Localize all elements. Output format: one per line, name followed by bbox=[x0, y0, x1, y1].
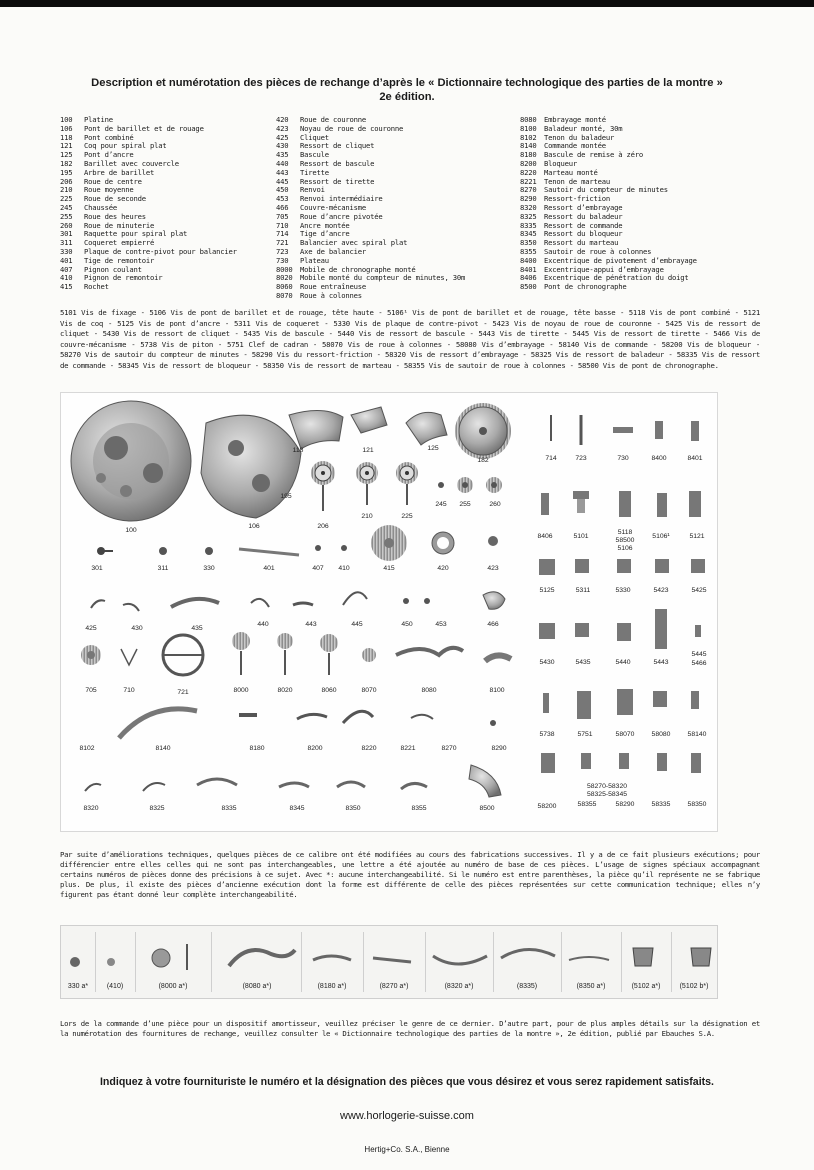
label-435: 435 bbox=[191, 625, 203, 632]
part-number: 255 bbox=[60, 211, 73, 221]
strip-label-8320a: (8320 a*) bbox=[444, 983, 474, 990]
label-182: 182 bbox=[477, 457, 489, 464]
part-name: Ressort du baladeur bbox=[544, 211, 623, 221]
part-name: Roue de minuterie bbox=[84, 220, 155, 230]
part-number: 440 bbox=[276, 158, 289, 168]
part-number: 420 bbox=[276, 115, 289, 124]
part-name: Ressort de tirette bbox=[300, 176, 375, 186]
part-number: 425 bbox=[276, 132, 289, 142]
part-number: 8102 bbox=[520, 132, 537, 142]
part-name: Ressort-friction bbox=[544, 194, 611, 204]
part-number: 466 bbox=[276, 202, 289, 212]
part-number: 423 bbox=[276, 123, 289, 133]
part-number: 410 bbox=[60, 273, 73, 283]
part-name: Bascule de remise à zéro bbox=[544, 150, 644, 160]
label-8221: 8221 bbox=[400, 745, 416, 752]
label-8401: 8401 bbox=[687, 455, 703, 462]
label-58270: 58270-58320 bbox=[586, 783, 628, 790]
label-705: 705 bbox=[85, 687, 97, 694]
part-list-item bbox=[60, 283, 237, 292]
part-name: Sautoir de roue à colonnes bbox=[544, 246, 652, 256]
label-106: 106 bbox=[248, 523, 260, 530]
strip-label-5102a: (5102 a*) bbox=[631, 983, 661, 990]
label-301: 301 bbox=[91, 565, 103, 572]
part-name: Roue entraîneuse bbox=[300, 282, 367, 292]
label-125: 125 bbox=[427, 445, 439, 452]
label-5751: 5751 bbox=[577, 731, 593, 738]
label-8325: 8325 bbox=[149, 805, 165, 812]
label-8020: 8020 bbox=[277, 687, 293, 694]
label-58335: 58335 bbox=[651, 801, 671, 808]
small-wheels-245-260 bbox=[438, 477, 502, 493]
part-name: Ressort d’embrayage bbox=[544, 202, 623, 212]
label-710: 710 bbox=[123, 687, 135, 694]
part-name: Coq pour spiral plat bbox=[84, 141, 167, 151]
label-443: 443 bbox=[305, 621, 317, 628]
part-name: Ressort de cliquet bbox=[300, 141, 375, 151]
parts-illustration-plate bbox=[60, 392, 718, 832]
part-number: 311 bbox=[60, 238, 73, 248]
publisher-footer: Hertig+Co. S.A., Bienne bbox=[364, 1145, 450, 1154]
part-number: 430 bbox=[276, 141, 289, 151]
ordering-paragraph: Lors de la commande d’une pièce pour un dispositif amortisseur, veuillez préciser le genre de ce dernier. D’autre part, pour de plus amples détails sur la désignation et la numérotation des fournitures de rechange, veuillez consulter le « Dictionnaire technologique des parties de la montre », 2e édition, publié par Ebauches S.A. bbox=[60, 1019, 760, 1038]
part-number: 450 bbox=[276, 185, 289, 195]
bridge-106 bbox=[201, 415, 301, 518]
label-723: 723 bbox=[575, 455, 587, 462]
label-5435: 5435 bbox=[575, 659, 591, 666]
part-name: Baladeur monté, 30m bbox=[544, 123, 623, 133]
part-number: 100 bbox=[60, 115, 73, 124]
label-420: 420 bbox=[437, 565, 449, 572]
barrel-182 bbox=[455, 403, 511, 459]
label-330: 330 bbox=[203, 565, 215, 572]
strip-label-8350a: (8350 a*) bbox=[576, 983, 606, 990]
cock-121 bbox=[351, 407, 387, 433]
part-name: Plateau bbox=[300, 255, 329, 265]
strip-label-8335: (8335) bbox=[516, 983, 538, 990]
label-440: 440 bbox=[257, 621, 269, 628]
label-206: 206 bbox=[317, 523, 329, 530]
part-number: 8100 bbox=[520, 123, 537, 133]
label-407: 407 bbox=[312, 565, 324, 572]
label-58350: 58350 bbox=[687, 801, 707, 808]
part-number: 8060 bbox=[276, 282, 293, 292]
part-number: 210 bbox=[60, 185, 73, 195]
part-number: 710 bbox=[276, 220, 289, 230]
label-8320: 8320 bbox=[83, 805, 99, 812]
label-8060: 8060 bbox=[321, 687, 337, 694]
part-name: Pignon de remontoir bbox=[84, 273, 163, 283]
label-8000: 8000 bbox=[233, 687, 249, 694]
label-8345: 8345 bbox=[289, 805, 305, 812]
part-number: 121 bbox=[60, 141, 73, 151]
part-number: 730 bbox=[276, 255, 289, 265]
label-5311: 5311 bbox=[575, 587, 591, 594]
label-5118: 5118 bbox=[617, 529, 633, 536]
label-58200: 58200 bbox=[537, 803, 557, 810]
label-58325: 58325-58345 bbox=[586, 791, 628, 798]
label-5106b: 5106¹ bbox=[652, 533, 670, 540]
label-5121: 5121 bbox=[689, 533, 705, 540]
label-58080: 58080 bbox=[651, 731, 671, 738]
label-8355: 8355 bbox=[411, 805, 427, 812]
label-8220: 8220 bbox=[361, 745, 377, 752]
part-name: Bloqueur bbox=[544, 158, 578, 168]
label-311: 311 bbox=[157, 565, 169, 572]
label-8500: 8500 bbox=[479, 805, 495, 812]
label-5425: 5425 bbox=[691, 587, 707, 594]
part-list-item bbox=[520, 283, 697, 292]
part-name: Pont de chronographe bbox=[544, 282, 627, 292]
part-name: Roue d’ancre pivotée bbox=[300, 211, 383, 221]
part-name: Mobile de chronographe monté bbox=[300, 264, 416, 274]
part-name: Bascule bbox=[300, 150, 329, 160]
label-8180: 8180 bbox=[249, 745, 265, 752]
part-name: Tige de remontoir bbox=[84, 255, 155, 265]
label-8350: 8350 bbox=[345, 805, 361, 812]
label-5466: 5466 bbox=[691, 660, 707, 667]
label-8400: 8400 bbox=[651, 455, 667, 462]
part-name: Axe de balancier bbox=[300, 246, 367, 256]
part-number: 8180 bbox=[520, 150, 537, 160]
strip-label-330a: 330 a* bbox=[67, 983, 89, 990]
part-number: 8080 bbox=[520, 115, 537, 124]
strip-label-410: (410) bbox=[106, 983, 124, 990]
label-210: 210 bbox=[361, 513, 373, 520]
label-58500: 58500 bbox=[615, 537, 635, 544]
part-name: Ancre montée bbox=[300, 220, 350, 230]
label-8080: 8080 bbox=[421, 687, 437, 694]
part-number: 195 bbox=[60, 167, 73, 177]
escapement-parts bbox=[81, 632, 376, 675]
pallet-bridge-125 bbox=[406, 412, 447, 445]
part-number: 8355 bbox=[520, 246, 537, 256]
part-number: 8070 bbox=[276, 290, 293, 300]
strip-separator bbox=[363, 932, 364, 992]
part-name: Ressort de commande bbox=[544, 220, 623, 230]
part-list-item bbox=[276, 292, 465, 301]
parts-list-column-1 bbox=[60, 116, 237, 292]
label-58070: 58070 bbox=[615, 731, 635, 738]
part-name: Platine bbox=[84, 115, 113, 124]
part-number: 721 bbox=[276, 238, 289, 248]
part-number: 8320 bbox=[520, 202, 537, 212]
strip-separator bbox=[493, 932, 494, 992]
part-number: 714 bbox=[276, 229, 289, 239]
part-name: Coqueret empierré bbox=[84, 238, 155, 248]
label-118: 118 bbox=[292, 447, 304, 454]
part-number: 8290 bbox=[520, 194, 537, 204]
part-name: Pont combiné bbox=[84, 132, 134, 142]
strip-label-8270a: (8270 a*) bbox=[379, 983, 409, 990]
part-name: Arbre de barillet bbox=[84, 167, 155, 177]
label-425: 425 bbox=[85, 625, 97, 632]
screws-paragraph: 5101 Vis de fixage - 5106 Vis de pont de barillet et de rouage, tête haute - 5106¹ Vis de pont de barillet et de rouage, tête basse - 5118 Vis de pont combiné - 5121 Vis de coq - 5125 Vis de pont d’ancre - 5311 Vis de coqueret - 5330 Vis de plaque de contre-pivot - 5423 Vis de noyau de roue de couronne - 5425 Vis de ressort de cliquet - 5430 Vis de ressort de cliquet - 5435 Vis de bascule - 5440 Vis de ressort de bascule - 5443 Vis de tirette - 5445 Vis de ressort de tirette - 5466 Vis de couvre-mécanisme - 5738 Vis de piton - 5751 Clef de cadran - 58070 Vis de roue à colonnes - 58080 Vis d’embrayage - 58140 Vis de commande - 58200 Vis de bloqueur - 58270 Vis de sautoir du compteur de minutes - 58290 Vis du ressort-friction - 58320 Vis de ressort d’embrayage - 58325 Vis de ressort de baladeur - 58335 Vis de ressort de commande - 58345 Vis de ressort de bloqueur - 58350 Vis de ressort de marteau - 58355 Vis de sautoir de roue à colonnes - 58500 Vis de pont de chronographe. bbox=[60, 308, 760, 370]
label-430: 430 bbox=[131, 625, 143, 632]
part-name: Pont de barillet et de rouage bbox=[84, 123, 204, 133]
label-225: 225 bbox=[401, 513, 413, 520]
part-name: Excentrique-appui d’embrayage bbox=[544, 264, 664, 274]
part-name: Roue de seconde bbox=[84, 194, 146, 204]
part-number: 8200 bbox=[520, 158, 537, 168]
part-name: Plaque de contre-pivot pour balancier bbox=[84, 246, 237, 256]
parts-list-column-3 bbox=[520, 116, 697, 292]
part-number: 8350 bbox=[520, 238, 537, 248]
label-8102: 8102 bbox=[79, 745, 95, 752]
part-number: 8335 bbox=[520, 220, 537, 230]
label-5430: 5430 bbox=[539, 659, 555, 666]
label-58140: 58140 bbox=[687, 731, 707, 738]
label-401: 401 bbox=[263, 565, 275, 572]
label-5106: 5106 bbox=[617, 545, 633, 552]
strip-separator bbox=[425, 932, 426, 992]
part-number: 225 bbox=[60, 194, 73, 204]
part-number: 8345 bbox=[520, 229, 537, 239]
screws-column bbox=[539, 415, 705, 773]
label-5440: 5440 bbox=[615, 659, 631, 666]
label-8100: 8100 bbox=[489, 687, 505, 694]
part-name: Pont d’ancre bbox=[84, 150, 134, 160]
label-100: 100 bbox=[125, 527, 137, 534]
part-name: Excentrique de pivotement d’embrayage bbox=[544, 255, 697, 265]
part-name: Ressort du marteau bbox=[544, 238, 619, 248]
part-name: Pignon coulant bbox=[84, 264, 142, 274]
label-8406: 8406 bbox=[537, 533, 553, 540]
part-name: Roue à colonnes bbox=[300, 290, 362, 300]
strip-label-8080a: (8080 a*) bbox=[242, 983, 272, 990]
part-number: 453 bbox=[276, 194, 289, 204]
mainplate-100 bbox=[71, 401, 191, 521]
part-name: Mobile monté du compteur de minutes, 30m bbox=[300, 273, 466, 283]
label-5443: 5443 bbox=[653, 659, 669, 666]
winding-parts bbox=[97, 525, 498, 561]
label-423: 423 bbox=[487, 565, 499, 572]
label-5445: 5445 bbox=[691, 651, 707, 658]
parts-list-column-2 bbox=[276, 116, 465, 301]
part-number: 330 bbox=[60, 246, 73, 256]
label-8070: 8070 bbox=[361, 687, 377, 694]
strip-separator bbox=[211, 932, 212, 992]
strip-separator bbox=[95, 932, 96, 992]
chronograph-parts bbox=[85, 648, 511, 797]
top-edge-bar bbox=[0, 0, 814, 7]
label-415: 415 bbox=[383, 565, 395, 572]
label-8200: 8200 bbox=[307, 745, 323, 752]
strip-separator bbox=[301, 932, 302, 992]
part-number: 260 bbox=[60, 220, 73, 230]
strip-label-8000a: (8000 a*) bbox=[158, 983, 188, 990]
wheels-206-225 bbox=[311, 461, 418, 511]
part-number: 8400 bbox=[520, 255, 537, 265]
part-number: 245 bbox=[60, 202, 73, 212]
part-number: 8020 bbox=[276, 273, 293, 283]
part-name: Ressort du bloqueur bbox=[544, 229, 623, 239]
part-name: Tige d’ancre bbox=[300, 229, 350, 239]
part-number: 182 bbox=[60, 158, 73, 168]
part-name: Commande montée bbox=[544, 141, 606, 151]
page-title: Description et numérotation des pièces de rechange d’après le « Dictionnaire technologique des parties de la montre » 2e édition. bbox=[91, 77, 723, 103]
part-number: 415 bbox=[60, 282, 73, 292]
label-121: 121 bbox=[362, 447, 374, 454]
part-number: 8406 bbox=[520, 273, 537, 283]
label-260: 260 bbox=[489, 501, 501, 508]
part-name: Rochet bbox=[84, 282, 109, 292]
part-number: 8270 bbox=[520, 185, 537, 195]
label-5125: 5125 bbox=[539, 587, 555, 594]
part-number: 8500 bbox=[520, 282, 537, 292]
closing-statement: Indiquez à votre fournituriste le numéro et la désignation des pièces que vous désirez et vous serez rapidement satisfaits. bbox=[99, 1076, 715, 1088]
part-number: 301 bbox=[60, 229, 73, 239]
part-name: Balancier avec spiral plat bbox=[300, 238, 408, 248]
part-number: 206 bbox=[60, 176, 73, 186]
strip-separator bbox=[621, 932, 622, 992]
part-name: Roue moyenne bbox=[84, 185, 134, 195]
label-8335: 8335 bbox=[221, 805, 237, 812]
part-name: Renvoi bbox=[300, 185, 325, 195]
part-name: Marteau monté bbox=[544, 167, 598, 177]
label-8270: 8270 bbox=[441, 745, 457, 752]
part-number: 125 bbox=[60, 150, 73, 160]
strip-separator bbox=[561, 932, 562, 992]
part-name: Roue de couronne bbox=[300, 115, 367, 124]
label-245: 245 bbox=[435, 501, 447, 508]
label-58355: 58355 bbox=[577, 801, 597, 808]
part-name: Excentrique de pénétration du doigt bbox=[544, 273, 689, 283]
label-195: 195 bbox=[280, 493, 292, 500]
part-name: Roue de centre bbox=[84, 176, 142, 186]
part-name: Couvre-mécanisme bbox=[300, 202, 367, 212]
notes-paragraph: Par suite d’améliorations techniques, quelques pièces de ce calibre ont été modifiées au cours des fabrications successives. Il y a de ce fait plusieurs exécutions; pour différencier entre elles celles qui ne sont pas interchangeables, une lettre a été ajoutée au numéro de base de ces pièces. L’usage de signes spéciaux accompagnant certains numéros de pièces donne des précisions à ce sujet. Avec *: aucune interchangeabilité. Si le numéro est entre parenthèses, la pièce qu’il représente ne se fabrique plus. De plus, il existe des pièces d’ancienne exécution dont la forme est différente de celle des pièces représentées sur cette communication technique; elles n’y figurent pas étant donné leur complète interchangeabilité. bbox=[60, 850, 760, 899]
keyless-parts bbox=[91, 592, 505, 611]
part-name: Raquette pour spiral plat bbox=[84, 229, 188, 239]
part-number: 8220 bbox=[520, 167, 537, 177]
part-name: Cliquet bbox=[300, 132, 329, 142]
part-number: 8140 bbox=[520, 141, 537, 151]
label-58290: 58290 bbox=[615, 801, 635, 808]
part-name: Tirette bbox=[300, 167, 329, 177]
part-number: 705 bbox=[276, 211, 289, 221]
strip-label-5102b: (5102 b*) bbox=[679, 983, 709, 990]
strip-separator bbox=[671, 932, 672, 992]
part-name: Noyau de roue de couronne bbox=[300, 123, 404, 133]
label-255: 255 bbox=[459, 501, 471, 508]
part-name: Sautoir du compteur de minutes bbox=[544, 185, 668, 195]
part-name: Roue des heures bbox=[84, 211, 146, 221]
part-number: 118 bbox=[60, 132, 73, 142]
label-8290: 8290 bbox=[491, 745, 507, 752]
part-number: 8325 bbox=[520, 211, 537, 221]
label-445: 445 bbox=[351, 621, 363, 628]
variant-parts-strip bbox=[60, 925, 718, 999]
label-714: 714 bbox=[545, 455, 557, 462]
label-5738: 5738 bbox=[539, 731, 555, 738]
part-number: 8221 bbox=[520, 176, 537, 186]
label-8140: 8140 bbox=[155, 745, 171, 752]
part-name: Barillet avec couvercle bbox=[84, 158, 179, 168]
part-name: Tenon du baladeur bbox=[544, 132, 615, 142]
part-number: 723 bbox=[276, 246, 289, 256]
part-number: 445 bbox=[276, 176, 289, 186]
label-721: 721 bbox=[177, 689, 189, 696]
label-410: 410 bbox=[338, 565, 350, 572]
part-number: 8401 bbox=[520, 264, 537, 274]
part-number: 407 bbox=[60, 264, 73, 274]
part-name: Embrayage monté bbox=[544, 115, 606, 124]
label-450: 450 bbox=[401, 621, 413, 628]
part-name: Ressort de bascule bbox=[300, 158, 375, 168]
part-number: 8000 bbox=[276, 264, 293, 274]
part-name: Renvoi intermédiaire bbox=[300, 194, 383, 204]
strip-label-8180a: (8180 a*) bbox=[317, 983, 347, 990]
part-number: 401 bbox=[60, 255, 73, 265]
bridge-118 bbox=[289, 410, 343, 449]
website-link[interactable]: www.horlogerie-suisse.com bbox=[340, 1110, 474, 1122]
label-453: 453 bbox=[435, 621, 447, 628]
part-number: 443 bbox=[276, 167, 289, 177]
part-name: Chaussée bbox=[84, 202, 118, 212]
part-number: 106 bbox=[60, 123, 73, 133]
part-number: 435 bbox=[276, 150, 289, 160]
label-5330: 5330 bbox=[615, 587, 631, 594]
part-name: Tenon de marteau bbox=[544, 176, 611, 186]
label-5101: 5101 bbox=[573, 533, 589, 540]
label-466: 466 bbox=[487, 621, 499, 628]
label-730: 730 bbox=[617, 455, 629, 462]
strip-separator bbox=[135, 932, 136, 992]
label-5423: 5423 bbox=[653, 587, 669, 594]
